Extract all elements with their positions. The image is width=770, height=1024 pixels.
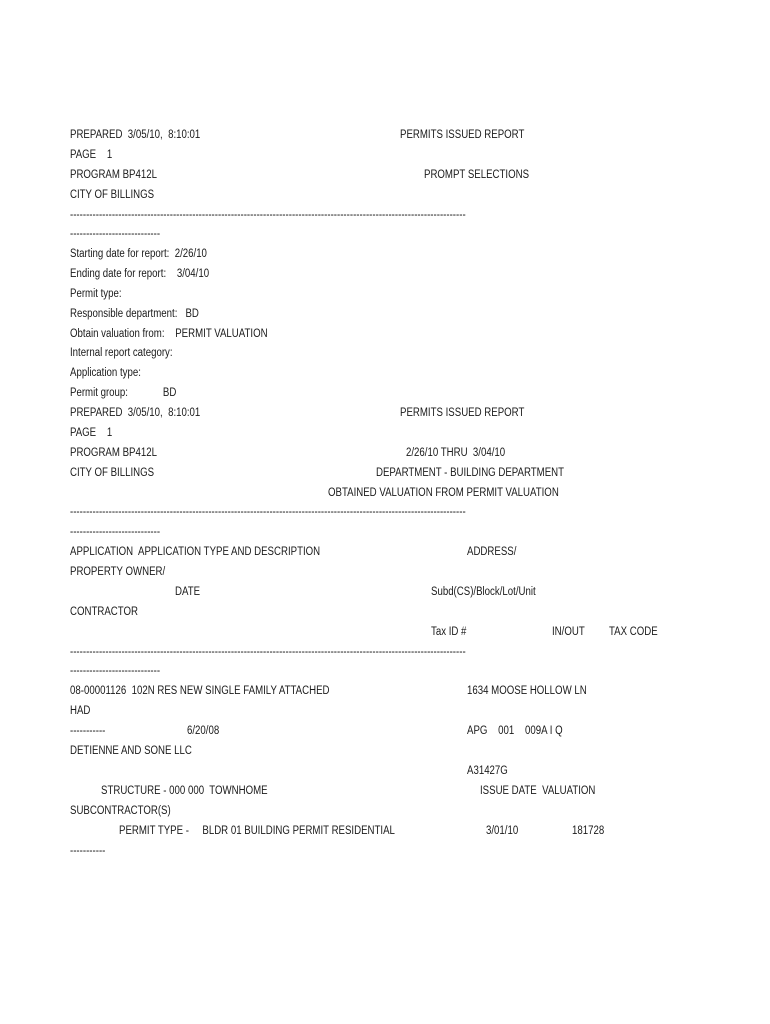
record-subcontractor: SUBCONTRACTOR(S) xyxy=(70,805,171,817)
record-permit-type: PERMIT TYPE - BLDR 01 BUILDING PERMIT RESIDENTIAL xyxy=(119,825,395,837)
prepared-line: PREPARED 3/05/10, 8:10:01 xyxy=(70,129,201,141)
department-name: DEPARTMENT - BUILDING DEPARTMENT xyxy=(376,467,565,479)
record-address: 1634 MOOSE HOLLOW LN xyxy=(467,685,587,697)
column-header-owner: PROPERTY OWNER/ xyxy=(70,566,166,578)
prompt-application-type: Application type: xyxy=(70,367,141,379)
record-date: 6/20/08 xyxy=(187,725,220,737)
record-issue-header: ISSUE DATE VALUATION xyxy=(480,785,596,797)
record-subd: APG 001 009A I Q xyxy=(467,725,563,737)
record-dashes: ----------- xyxy=(70,725,106,737)
page-number: PAGE 1 xyxy=(70,427,113,439)
record-valuation: 181728 xyxy=(572,825,605,837)
prompt-start-date: Starting date for report: 2/26/10 xyxy=(70,248,207,260)
city-name: CITY OF BILLINGS xyxy=(70,467,155,479)
program-id: PROGRAM BP412L xyxy=(70,169,157,181)
report-subtitle: PROMPT SELECTIONS xyxy=(424,169,530,181)
record-tax-id: A31427G xyxy=(467,765,508,777)
city-name: CITY OF BILLINGS xyxy=(70,189,155,201)
report-title: PERMITS ISSUED REPORT xyxy=(400,129,525,141)
column-header-date: DATE xyxy=(175,586,201,598)
separator-line: ---------------------------- xyxy=(70,526,161,538)
separator-line: ---------------------------- xyxy=(70,665,161,677)
separator-line: --------------------------------------------------------------------------------------------------------------------------- xyxy=(70,209,466,221)
record-contractor: DETIENNE AND SONE LLC xyxy=(70,745,192,757)
prompt-permit-group: Permit group: BD xyxy=(70,387,177,399)
column-header-tax-id: Tax ID # xyxy=(431,626,467,638)
valuation-source: OBTAINED VALUATION FROM PERMIT VALUATION xyxy=(328,487,559,499)
column-header-contractor: CONTRACTOR xyxy=(70,606,138,618)
separator-line: --------------------------------------------------------------------------------------------------------------------------- xyxy=(70,506,466,518)
record-application: 08-00001126 102N RES NEW SINGLE FAMILY ATTACHED xyxy=(70,685,330,697)
report-title: PERMITS ISSUED REPORT xyxy=(400,407,525,419)
column-header-tax-code: TAX CODE xyxy=(609,626,658,638)
column-header-in-out: IN/OUT xyxy=(552,626,585,638)
report-date-range: 2/26/10 THRU 3/04/10 xyxy=(406,447,506,459)
prompt-permit-type: Permit type: xyxy=(70,288,122,300)
column-header-subd: Subd(CS)/Block/Lot/Unit xyxy=(431,586,536,598)
separator-line: --------------------------------------------------------------------------------------------------------------------------- xyxy=(70,646,466,658)
record-end-dashes: ----------- xyxy=(70,845,106,857)
prepared-line: PREPARED 3/05/10, 8:10:01 xyxy=(70,407,201,419)
column-header-application: APPLICATION APPLICATION TYPE AND DESCRIPTION xyxy=(70,546,321,558)
prompt-valuation-source: Obtain valuation from: PERMIT VALUATION xyxy=(70,328,268,340)
record-structure: STRUCTURE - 000 000 TOWNHOME xyxy=(101,785,268,797)
record-owner: HAD xyxy=(70,705,91,717)
prompt-report-category: Internal report category: xyxy=(70,347,173,359)
separator-line: ---------------------------- xyxy=(70,228,161,240)
program-id: PROGRAM BP412L xyxy=(70,447,157,459)
record-issue-date: 3/01/10 xyxy=(486,825,519,837)
column-header-address: ADDRESS/ xyxy=(467,546,517,558)
page-number: PAGE 1 xyxy=(70,149,113,161)
prompt-department: Responsible department: BD xyxy=(70,308,199,320)
prompt-end-date: Ending date for report: 3/04/10 xyxy=(70,268,210,280)
